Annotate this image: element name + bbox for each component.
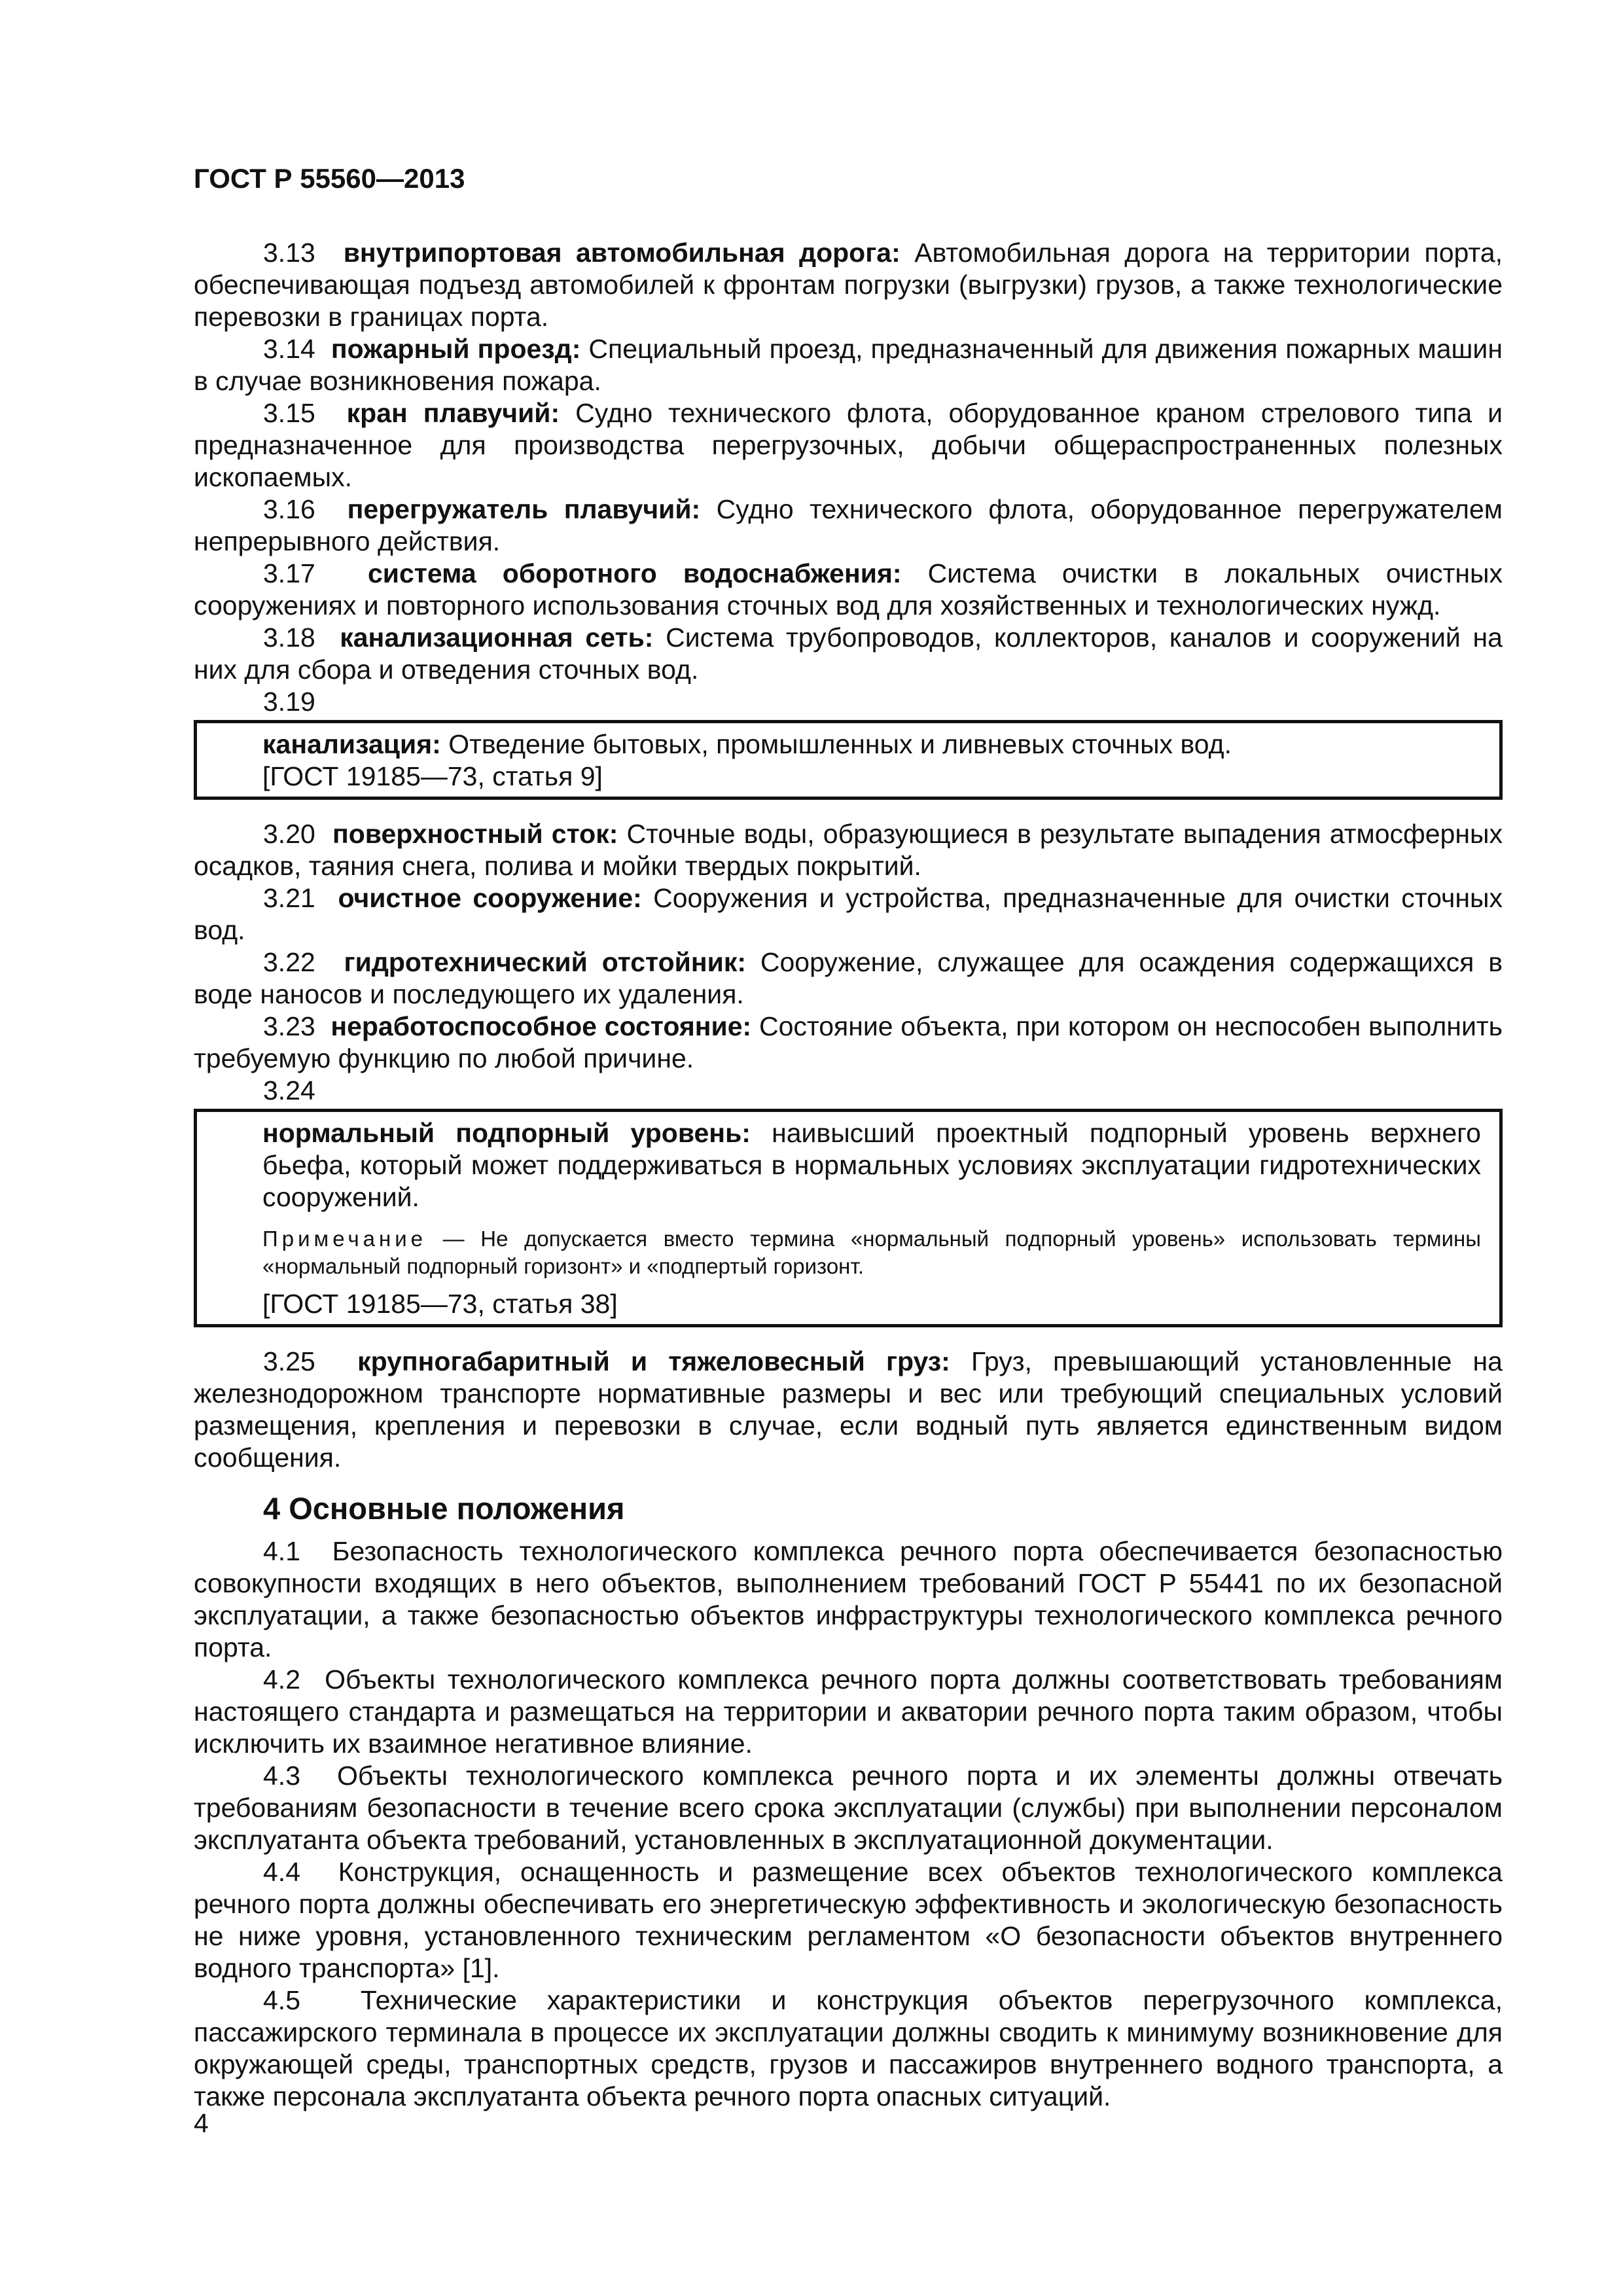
entry-source: [ГОСТ 19185—73, статья 9]: [262, 761, 603, 791]
entry-term: перегружатель плавучий:: [347, 494, 701, 524]
entry-term: очистное сооружение:: [338, 883, 642, 913]
entry-number: 3.23: [263, 1011, 315, 1041]
entry-term: внутрипортовая автомобильная дорога:: [343, 238, 901, 268]
entry-3-16: [194, 493, 1503, 558]
entry-note: [262, 1225, 1481, 1280]
entry-3-21: [194, 882, 1503, 946]
entry-number: 3.15: [263, 398, 315, 428]
entry-term: гидротехнический отстойник:: [344, 947, 746, 977]
document-body: [194, 237, 1503, 2113]
entry-term: крупногабаритный и тяжеловесный груз:: [357, 1346, 950, 1376]
clause-4-5: [194, 1984, 1503, 2113]
entry-3-24-number: [194, 1075, 1503, 1107]
clause-4-4: [194, 1856, 1503, 1984]
entry-3-24: [262, 1117, 1481, 1213]
entry-term: неработоспособное состояние:: [330, 1011, 752, 1041]
entry-number: 3.25: [263, 1346, 315, 1376]
entry-definition: Судно технического флота, оборудованное краном стрелового типа и предназначенное для производства перегрузочных, добычи общераспространенных полезных ископаемых.: [194, 398, 1503, 492]
entry-3-23: [194, 1011, 1503, 1075]
note-label: Примечание: [262, 1227, 427, 1251]
entry-3-13: [194, 237, 1503, 333]
entry-term: нормальный подпорный уровень:: [262, 1118, 751, 1148]
clause-4-2: [194, 1664, 1503, 1760]
entry-3-25: [194, 1346, 1503, 1474]
entry-number: 3.22: [263, 947, 315, 977]
clause-text: Конструкция, оснащенность и размещение всех объектов технологического комплекса речного порта должны обеспечивать его энергетическую эффективность и экологическую безопасность не ниже уровня, установленного техническим регламентом «О безопасности объектов внутреннего водного транспорта» [1].: [194, 1857, 1503, 1983]
entry-number: 3.18: [263, 622, 315, 653]
clause-number: 4.3: [263, 1761, 300, 1791]
entry-number: 3.14: [263, 334, 315, 364]
entry-term: кран плавучий:: [346, 398, 560, 428]
entry-3-19: [262, 728, 1481, 761]
entry-definition: Сточные воды, образующиеся в результате выпадения атмосферных осадков, таяния снега, полива и мойки твердых покрытий.: [194, 819, 1503, 881]
clause-text: Объекты технологического комплекса речного порта должны соответствовать требованиям настоящего стандарта и размещаться на территории и акватории речного порта таким образом, чтобы исключить их взаимное негативное влияние.: [194, 1664, 1503, 1759]
entry-3-15: [194, 397, 1503, 493]
entry-definition: Система очистки в локальных очистных сооружениях и повторного использования сточных вод для хозяйственных и технологических нужд.: [194, 558, 1503, 620]
page-number: 4: [194, 2108, 209, 2138]
entry-term: канализация:: [262, 729, 441, 759]
entry-source: [ГОСТ 19185—73, статья 38]: [262, 1289, 618, 1319]
entry-definition: Отведение бытовых, промышленных и ливневых сточных вод.: [448, 729, 1232, 759]
entry-number: 3.13: [263, 238, 315, 268]
clause-number: 4.1: [263, 1536, 300, 1566]
entry-definition: Состояние объекта, при котором он неспособен выполнить требуемую функцию по любой причине.: [194, 1011, 1503, 1073]
document-header: ГОСТ Р 55560—2013: [194, 163, 465, 194]
entry-3-20: [194, 818, 1503, 882]
clause-number: 4.2: [263, 1664, 300, 1695]
clause-number: 4.5: [263, 1985, 300, 2015]
clause-text: Технические характеристики и конструкция объектов перегрузочного комплекса, пассажирского терминала в процессе их эксплуатации должны сводить к минимуму возникновение для окружающей среды, транспортных средств, грузов и пассажиров внутреннего водного транспорта, а также персонала эксплуатанта объекта речного порта опасных ситуаций.: [194, 1985, 1503, 2111]
entry-3-14: [194, 333, 1503, 397]
entry-definition: Груз, превышающий установленные на железнодорожном транспорте нормативные размеры и вес или требующий специальных условий размещения, крепления и перевозки в случае, если водный путь является единственным видом сообщения.: [194, 1346, 1503, 1473]
entry-number: 3.16: [263, 494, 315, 524]
entry-term: канализационная сеть:: [340, 622, 654, 653]
entry-definition: Сооружение, служащее для осаждения содержащихся в воде наносов и последующего их удаления.: [194, 947, 1503, 1009]
entry-number: 3.19: [263, 687, 315, 717]
entry-definition: Система трубопроводов, коллекторов, каналов и сооружений на них для сбора и отведения сточных вод.: [194, 622, 1503, 685]
entry-term: пожарный проезд:: [330, 334, 581, 364]
note-text: — Не допускается вместо термина «нормальный подпорный уровень» использовать термины «нормальный подпорный горизонт» и «подпертый горизонт.: [262, 1227, 1481, 1278]
clause-4-3: [194, 1760, 1503, 1856]
clause-number: 4.4: [263, 1857, 300, 1887]
clause-text: Объекты технологического комплекса речного порта и их элементы должны отвечать требованиям безопасности в течение всего срока эксплуатации (службы) при выполнении персоналом эксплуатанта объекта требований, установленных в эксплуатационной документации.: [194, 1761, 1503, 1855]
entry-3-19-number: [194, 686, 1503, 718]
clause-4-1: [194, 1535, 1503, 1664]
entry-definition: наивысший проектный подпорный уровень верхнего бьефа, который может поддерживаться в нормальных условиях эксплуатации гидротехнических сооружений.: [262, 1118, 1481, 1212]
standard-term-box-3-19: [194, 720, 1503, 800]
entry-number: 3.17: [263, 558, 315, 588]
entry-number: 3.21: [263, 883, 315, 913]
entry-number: 3.24: [263, 1075, 315, 1105]
entry-definition: Сооружения и устройства, предназначенные для очистки сточных вод.: [194, 883, 1503, 945]
clause-text: Безопасность технологического комплекса речного порта обеспечивается безопасностью совокупности входящих в него объектов, выполнением требований ГОСТ Р 55441 по их безопасной эксплуатации, а также безопасностью объектов инфраструктуры технологического комплекса речного порта.: [194, 1536, 1503, 1662]
section-heading: 4 Основные положения: [263, 1491, 625, 1526]
entry-definition: Судно технического флота, оборудованное перегружателем непрерывного действия.: [194, 494, 1503, 556]
entry-3-22: [194, 946, 1503, 1011]
entry-term: поверхностный сток:: [332, 819, 618, 849]
entry-number: 3.20: [263, 819, 315, 849]
entry-definition: Специальный проезд, предназначенный для движения пожарных машин в случае возникновения пожара.: [194, 334, 1503, 396]
entry-term: система оборотного водоснабжения:: [367, 558, 902, 588]
standard-term-box-3-24: [194, 1109, 1503, 1327]
entry-3-18: [194, 622, 1503, 686]
entry-3-17: [194, 558, 1503, 622]
entry-definition: Автомобильная дорога на территории порта, обеспечивающая подъезд автомобилей к фронтам погрузки (выгрузки) грузов, а также технологические перевозки в границах порта.: [194, 238, 1503, 332]
